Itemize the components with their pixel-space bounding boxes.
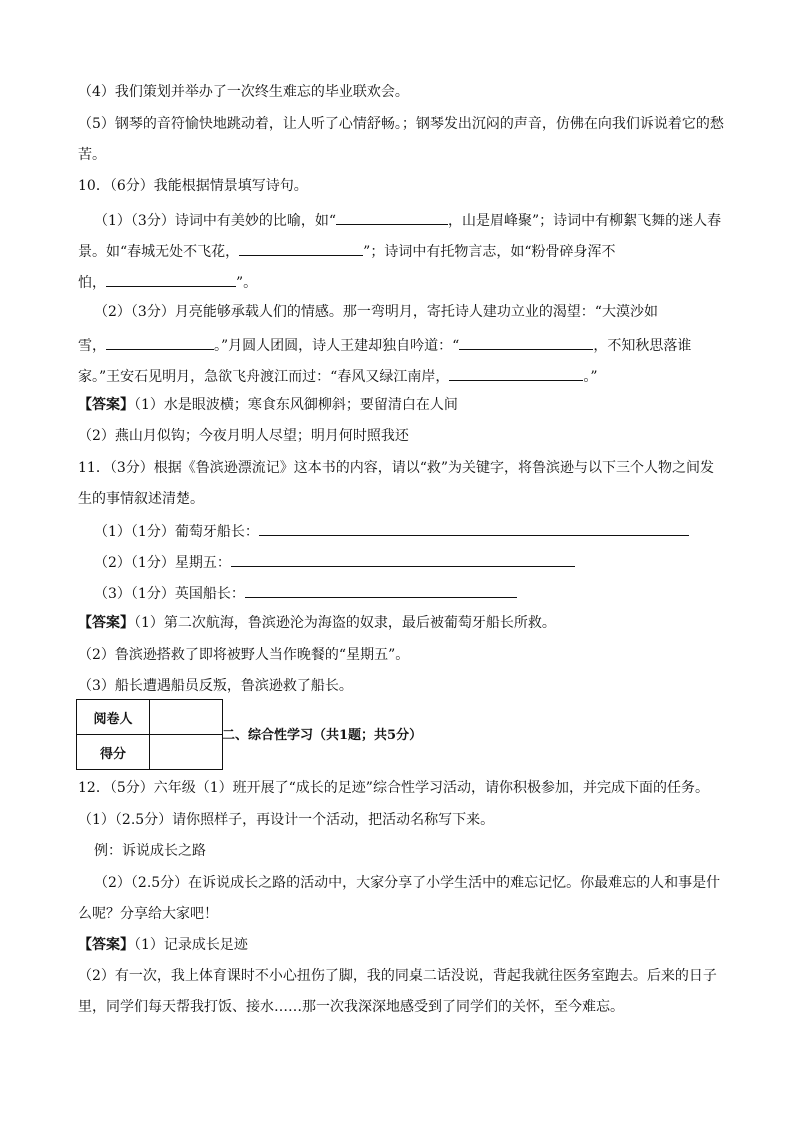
- text: ”。: [236, 275, 258, 291]
- answer-blank[interactable]: [459, 334, 593, 350]
- text: 。”: [583, 369, 598, 385]
- score-table: [76, 699, 223, 770]
- answer-11-2: （2）鲁滨逊搭救了即将被野人当作晚餐的“星期五”。: [78, 647, 410, 663]
- q12-example: 例：诉说成长之路: [94, 843, 206, 859]
- line-q9-5-cont: 苦。: [78, 147, 106, 163]
- text: （1）记录成长足迹: [134, 937, 248, 953]
- question-10: 10．（6分）我能根据情景填写诗句。: [78, 178, 308, 194]
- text: （1）（3分）诗词中有美妙的比喻，如“: [94, 213, 336, 229]
- answer-blank[interactable]: [449, 365, 583, 381]
- text: （3）（1分）英国船长：: [94, 586, 245, 602]
- q10-part1-line3: [78, 271, 724, 293]
- reviewer-cell[interactable]: [150, 700, 223, 735]
- q10-part2-line2: [78, 334, 724, 356]
- answer-blank[interactable]: [106, 334, 214, 350]
- score-label: 得分: [77, 735, 150, 770]
- q10-part2-line1: （2）（3分）月亮能够承载人们的情感。那一弯明月，寄托诗人建功立业的渴望：“大漠沙如: [94, 304, 658, 320]
- answer-blank[interactable]: [336, 209, 448, 225]
- answer-blank[interactable]: [239, 240, 363, 256]
- q11-part2: [94, 551, 724, 573]
- text: ，山是眉峰聚”；诗词中有柳絮飞舞的迷人春: [447, 213, 722, 229]
- answer-label: 【答案】: [78, 615, 134, 631]
- answer-blank[interactable]: [245, 582, 517, 598]
- line-q9-4: （4）我们策划并举办了一次终生难忘的毕业联欢会。: [78, 84, 409, 100]
- text: （1）第二次航海，鲁滨逊沦为海盗的奴隶，最后被葡萄牙船长所救。: [134, 615, 556, 631]
- answer-10-2: （2）燕山月似钩；今夜月明人尽望；明月何时照我还: [78, 428, 409, 444]
- section-heading: 二、综合性学习（共1题；共5分）: [222, 728, 423, 743]
- text: 景。如“春城无处不飞花，: [78, 244, 240, 260]
- text: 。”月圆人团圆，诗人王建却独自吟道：“: [214, 338, 460, 354]
- text: 雪，: [78, 338, 106, 354]
- answer-blank[interactable]: [231, 551, 575, 567]
- q12-part2-line2: 么呢？分享给大家吧！: [78, 906, 218, 922]
- q10-part1-line2: [78, 240, 724, 262]
- reviewer-label: 阅卷人: [77, 700, 150, 735]
- answer-12-1: [78, 935, 724, 955]
- question-11-cont: 生的事情叙述清楚。: [78, 491, 204, 507]
- q11-part1: [94, 520, 724, 542]
- answer-12-2: （2）有一次，我上体育课时不小心扭伤了脚，我的同桌二话没说，背起我就往医务室跑去。后来的日子: [78, 968, 717, 984]
- text: 家。”王安石见明月，急欲飞舟渡江而过：“春风又绿江南岸，: [78, 369, 450, 385]
- q12-part1: （1）（2.5分）请你照样子，再设计一个活动，把活动名称写下来。: [78, 812, 495, 828]
- question-12: 12．（5分）六年级（1）班开展了“成长的足迹”综合性学习活动，请你积极参加，并完成下面的任务。: [78, 780, 709, 796]
- answer-10-1: [78, 395, 724, 415]
- score-cell[interactable]: [150, 735, 223, 770]
- answer-12-2-cont: 里，同学们每天帮我打饭、接水……那一次我深深地感受到了同学们的关怀，至今难忘。: [78, 999, 624, 1015]
- text: （1）水是眼波横；寒食东风御柳斜；要留清白在人间: [134, 397, 458, 413]
- answer-blank[interactable]: [106, 271, 236, 287]
- line-q9-5: （5）钢琴的音符愉快地跳动着，让人听了心情舒畅。；钢琴发出沉闷的声音，仿佛在向我们诉说着它的愁: [78, 116, 724, 132]
- answer-blank[interactable]: [259, 520, 689, 536]
- q10-part1-line1: [94, 209, 724, 231]
- text: 怕，: [78, 275, 106, 291]
- q12-part2-line1: （2）（2.5分）在诉说成长之路的活动中，大家分享了小学生活中的难忘记忆。你最难忘的人和事是什: [94, 875, 721, 891]
- answer-11-1: [78, 613, 724, 633]
- answer-label: 【答案】: [78, 397, 134, 413]
- text: （2）（1分）星期五：: [94, 555, 231, 571]
- text: ”；诗词中有托物言志，如“粉骨碎身浑不: [363, 244, 616, 260]
- q10-part2-line3: [78, 365, 724, 387]
- q11-part3: [94, 582, 724, 604]
- text: （1）（1分）葡萄牙船长：: [94, 524, 259, 540]
- text: ，不知秋思落谁: [593, 338, 692, 354]
- question-11: 11．（3分）根据《鲁滨逊漂流记》这本书的内容，请以“救”为关键字，将鲁滨逊与以下三个人物之间发: [78, 460, 715, 476]
- answer-11-3: （3）船长遭遇船员反叛，鲁滨逊救了船长。: [78, 678, 353, 694]
- answer-label: 【答案】: [78, 937, 134, 953]
